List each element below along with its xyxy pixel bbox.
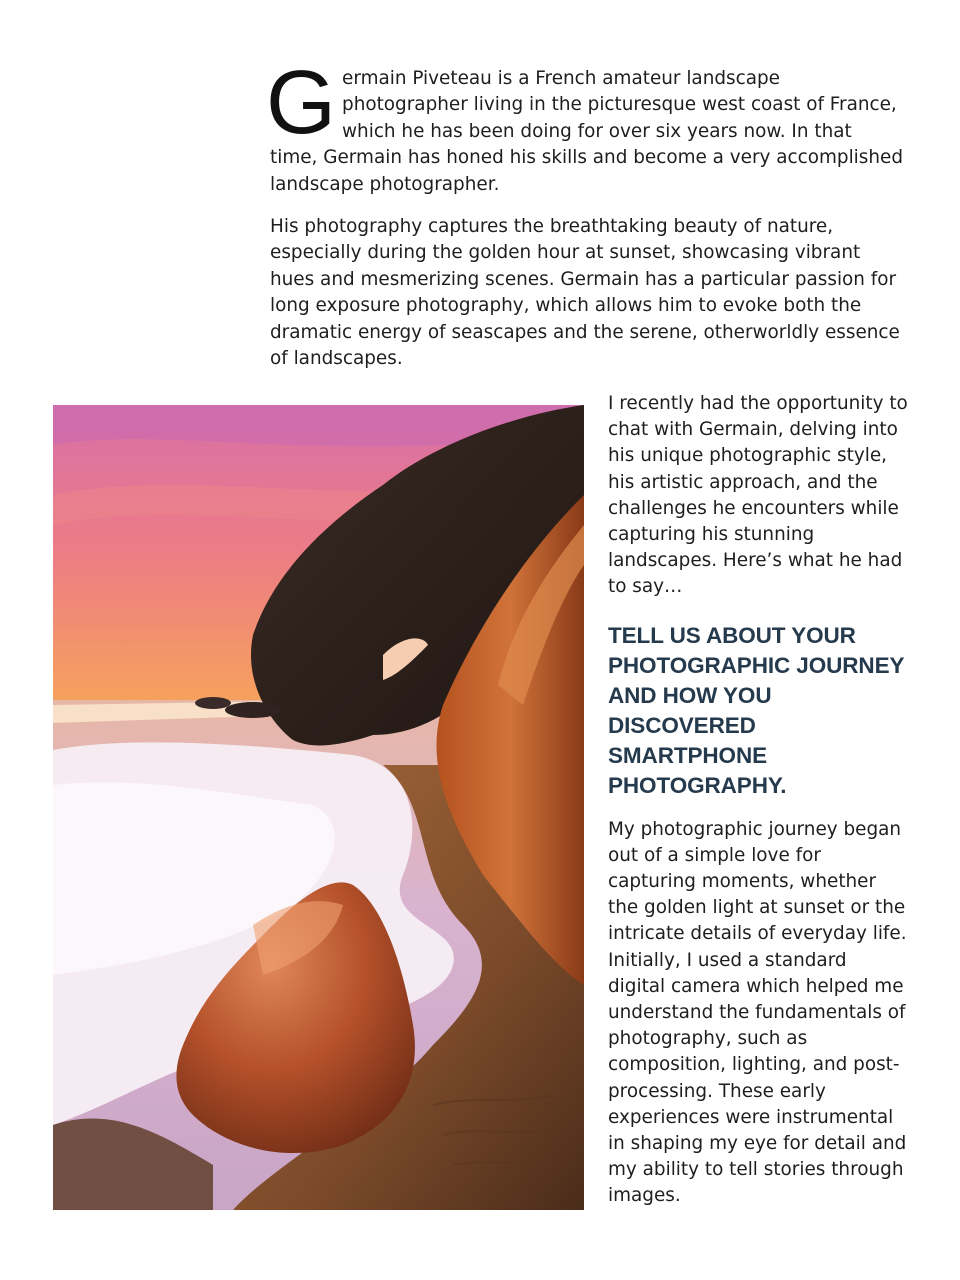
intro-paragraph-2: His photography captures the breathtaking beauty of nature, especially during the golden hour at sunset, showcasing vibrant hues and mesmerizing scenes. Germain has a particular passion for long exposure photography, which allows him to evoke both the dramatic energy of seascapes and the serene, otherworldly essence of landscapes. [270, 216, 900, 370]
right-column [608, 391, 908, 1210]
interview-question-heading: TELL US ABOUT YOUR PHOTOGRAPHIC JOURNEY AND HOW YOU DISCOVERED SMARTPHONE PHOTOGRAPHY. [608, 622, 904, 798]
sunset-beach-image [53, 405, 584, 1210]
intro-paragraph-1 [266, 53, 904, 198]
intro-paragraph-1-text: ermain Piveteau is a French amateur landscape photographer living in the picturesque west coast of France, which he has been doing for over six years now. In that time, Germain has honed his skills and become a very accomplished landscape photographer. [270, 68, 904, 195]
answer-paragraph: My photographic journey began out of a simple love for capturing moments, whether the golden light at sunset or the intricate details of everyday life. Initially, I used a standard digital camera which helped me understand the fundamentals of photography, such as composition, lighting, and post-processing. These early experiences were instrumental in shaping my eye for detail and my ability to tell stories through images. [608, 818, 907, 1207]
intro-section [266, 53, 904, 388]
lead-in-paragraph: I recently had the opportunity to chat with Germain, delving into his unique photographic style, his artistic approach, and the challenges he encounters while capturing his stunning landscapes. Here’s what he had to say… [608, 393, 908, 598]
drop-cap: G [266, 53, 337, 153]
seascape-photo [53, 405, 584, 1210]
